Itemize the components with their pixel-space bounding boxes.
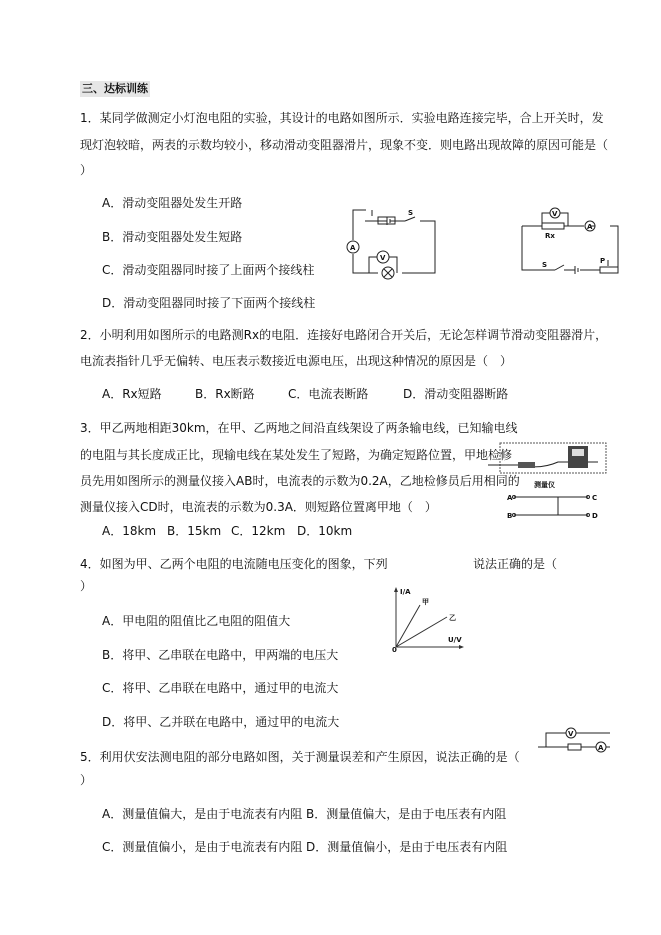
origin-label: 0	[392, 646, 397, 654]
q1-option-c: C．滑动变阻器同时接了上面两个接线柱	[102, 263, 315, 277]
point-c: C	[592, 494, 598, 502]
q4-iu-graph	[385, 585, 465, 655]
point-d: D	[592, 512, 598, 520]
q1-option-a: A．滑动变阻器处发生开路	[102, 196, 243, 210]
switch-label: S	[542, 261, 548, 269]
q3-option-a: A．18km	[102, 524, 157, 538]
q2-option-a: A．Rx短路	[102, 387, 162, 401]
q1-circuit-diagram	[335, 200, 465, 280]
q1-line: 现灯泡较暗，两表的示数均较小，移动滑动变阻器滑片，现象不变．则电路出现故障的原因可能是（	[80, 138, 609, 152]
q4-line: ）	[80, 579, 93, 593]
q2-option-d: D．滑动变阻器断路	[403, 387, 509, 401]
voltmeter-label: V	[380, 254, 386, 262]
section-heading: 三、达标训练	[82, 82, 148, 95]
switch-label: S	[408, 209, 414, 217]
q5-circuit-diagram	[538, 728, 608, 758]
x-axis-label: U/V	[448, 636, 462, 644]
line-yi-label: 乙	[449, 614, 456, 622]
rx-label: Rx	[545, 232, 555, 240]
ammeter-label: A	[350, 244, 356, 252]
q3-line: 的电阻与其长度成正比，现输电线在某处发生了短路，为确定短路位置，甲地检修	[80, 448, 513, 462]
q2-option-c: C．电流表断路	[288, 387, 369, 401]
line-jia-label: 甲	[422, 598, 429, 606]
q4-option-d: D．将甲、乙并联在电路中，通过甲的电流大	[102, 715, 340, 729]
q3-option-c: C．12km	[231, 524, 286, 538]
q4-option-b: B．将甲、乙串联在电路中，甲两端的电压大	[102, 648, 339, 662]
q3-measuring-diagram	[480, 440, 610, 525]
q2-option-b: B．Rx断路	[195, 387, 255, 401]
q3-option-d: D．10km	[297, 524, 353, 538]
q4-line: 说法正确的是（	[473, 557, 558, 571]
ammeter-label: A	[598, 744, 604, 752]
q5-option-d: D．测量值偏小，是由于电压表有内阻	[306, 840, 508, 854]
q3-line: 测量仪接入CD时，电流表的示数为0.3A．则短路位置离甲地（ ）	[80, 500, 437, 514]
slider-label: P	[600, 257, 606, 265]
q1-option-b: B．滑动变阻器处发生短路	[102, 230, 243, 244]
q2-circuit-diagram	[520, 205, 620, 275]
q4-option-c: C．将甲、乙串联在电路中，通过甲的电流大	[102, 681, 339, 695]
y-axis-label: I/A	[400, 588, 411, 596]
q5-option-c: C．测量值偏小，是由于电流表有内阻	[102, 840, 303, 854]
q4-option-a: A．甲电阻的阻值比乙电阻的阻值大	[102, 614, 291, 628]
ammeter-label: A	[587, 223, 593, 231]
q2-line: 电流表指针几乎无偏转、电压表示数接近电源电压，出现这种情况的原因是（ ）	[80, 354, 513, 368]
q4-line: 4．如图为甲、乙两个电阻的电流随电压变化的图象，下列	[80, 557, 388, 571]
q2-line: 2．小明利用如图所示的电路测Rx的电阻．连接好电路闭合开关后，无论怎样调节滑动变阻器滑片，	[80, 328, 608, 342]
q3-line: 3．甲乙两地相距30km，在甲、乙两地之间沿直线架设了两条输电线，已知输电线	[80, 421, 518, 435]
point-b: B	[507, 512, 513, 520]
voltmeter-label: V	[552, 210, 558, 218]
q3-line: 员先用如图所示的测量仪接入AB时，电流表的示数为0.2A，乙地检修员后用相同的	[80, 474, 520, 488]
q1-line: ）	[80, 163, 93, 177]
voltmeter-label: V	[568, 730, 574, 738]
q1-option-d: D．滑动变阻器同时接了下面两个接线柱	[102, 296, 316, 310]
q5-option-a: A．测量值偏大，是由于电流表有内阻	[102, 807, 303, 821]
meter-label: 测量仪	[534, 481, 555, 489]
q3-option-b: B．15km	[167, 524, 222, 538]
point-a: A	[507, 494, 513, 502]
q1-line: 1．某同学做测定小灯泡电阻的实验，其设计的电路如图所示．实验电路连接完毕，合上开关时，发	[80, 111, 604, 125]
q5-option-b: B．测量值偏大，是由于电压表有内阻	[306, 807, 507, 821]
q5-line: 5．利用伏安法测电阻的部分电路如图，关于测量误差和产生原因，说法正确的是（	[80, 750, 520, 764]
q5-line: ）	[80, 773, 93, 787]
